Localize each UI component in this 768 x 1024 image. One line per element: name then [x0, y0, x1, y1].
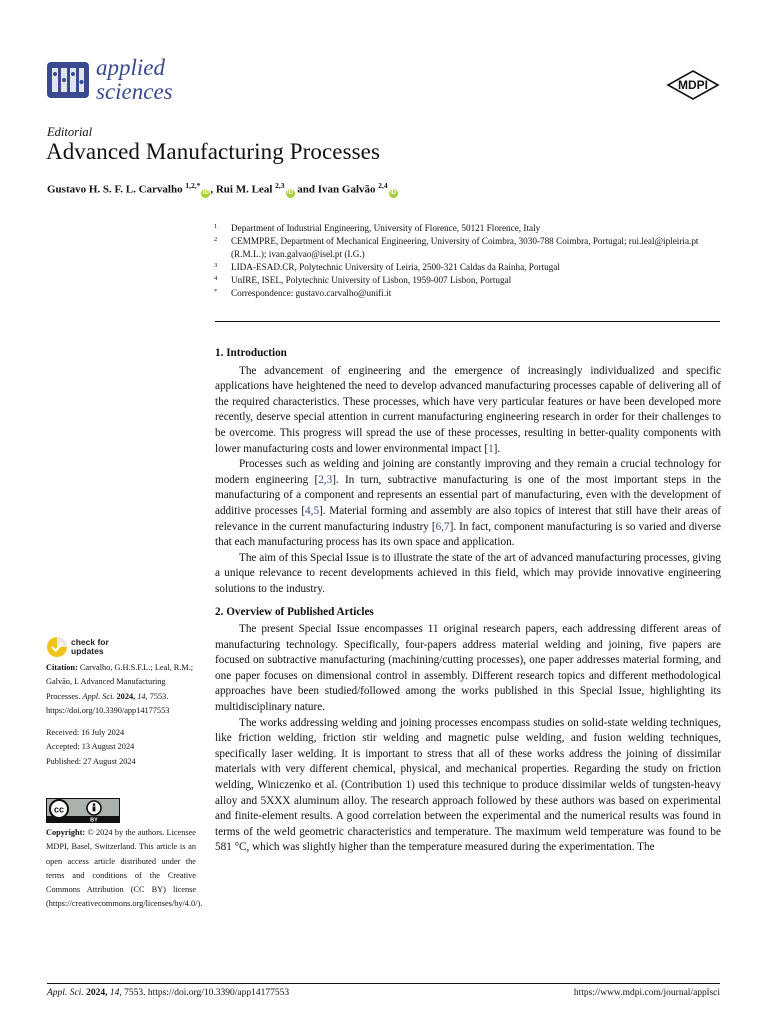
published-date: Published: 27 August 2024 — [46, 756, 136, 766]
section-heading: 2. Overview of Published Articles — [215, 605, 374, 618]
author-name[interactable]: and Ivan Galvão — [297, 183, 376, 196]
journal-logo-icon — [47, 62, 89, 98]
mdpi-logo-icon — [666, 70, 720, 100]
paragraph: The works addressing welding and joining processes encompass studies on solid-state welding techniques, like friction welding, friction stir welding and magnetic pulse welding, and fusion welding techniques, specifically laser welding. It is important to stress that all of these works address the joining of dissimilar materials with very different chemical, physical, and mechanical properties. Regarding the study on friction welding, Winiczenko et al. (Contribution 1) used this technique to produce dissimilar welds of tungsten-heavy alloy and 5XXX aluminum alloy. The research approach followed by these authors was based on experimental and finite-element results. A good correlation between the experimental and the numerical results was found in terms of the weld geometric characteristics and temperature. The maximum weld temperature was found to be 581 °C, which was slightly higher than the temperature measured during the experimentation. The — [215, 716, 721, 854]
affiliation-item: 4 UnIRE, ISEL, Polytechnic University of Lisbon, 1959-007 Lisbon, Portugal — [214, 275, 512, 285]
footer-divider — [47, 983, 720, 984]
author-affiliation-marker: 2,3 — [275, 181, 285, 190]
orcid-icon[interactable]: iD — [287, 189, 293, 196]
affiliation-item: 2 CEMMPRE, Department of Mechanical Engineering, University of Coimbra, 3030-788 Coimbra, Portugal; rui.leal@ipleiria.pt (R.M.L.); ivan.galvao@isel.pt (I.G.) — [214, 236, 699, 259]
affiliation-item: 3 LIDA-ESAD.CR, Polytechnic University of Leiria, 2500-321 Caldas da Rainha, Portugal — [214, 262, 560, 272]
reference-link[interactable]: 4,5 — [305, 504, 320, 517]
cc-by-license-icon[interactable] — [46, 798, 120, 823]
orcid-icon[interactable]: iD — [202, 189, 209, 196]
reference-link[interactable]: 1 — [488, 442, 494, 455]
svg-text:BY: BY — [90, 817, 98, 823]
article-body — [215, 346, 721, 856]
received-date: Received: 16 July 2024 — [46, 728, 125, 738]
journal-name: applied sciences — [96, 55, 173, 104]
correspondence: * Correspondence: gustavo.carvalho@unifi.it — [214, 288, 392, 298]
accepted-date: Accepted: 13 August 2024 — [46, 742, 135, 752]
author-name[interactable]: Rui M. Leal — [215, 183, 273, 196]
paragraph: The aim of this Special Issue is to illustrate the state of the art of advanced manufacturing processes, giving a unique relevance to recent developments achieved in this field, which may provide innovative engineering solutions to the industry. — [215, 551, 721, 595]
affiliations — [214, 222, 720, 300]
section-heading: 1. Introduction — [215, 347, 287, 359]
orcid-icon[interactable]: iD — [390, 189, 397, 196]
paragraph: Processes such as welding and joining are constantly improving and they remain a crucial technology for modern engineering [2,3]. In turn, subtractive manufacturing is one of the most important steps in the manufacturing of a component and represents an essential part of manufacturing, even with the development of additive processes [4,5]. Material forming and assembly are also topics of interest that still have their areas of relevance in the current manufacturing industry [6,7]. In fact, component manufacturing is so varied and diverse that each manufacturing process has its own space and application. — [215, 458, 721, 549]
citation-block: Citation: Carvalho, G.H.S.F.L.; Leal, R.M.; Galvão, I. Advanced Manufacturing Processes. Appl. Sci. 2024, 14, 7553. https://doi.org/10.3390/app14177553 Received: 16 July 2024 Accepted: 13 August 2024 Published: 27 August 2024 — [46, 661, 196, 769]
affiliation-item: 1 Department of Industrial Engineering, University of Florence, 50121 Florence, Italy — [214, 223, 541, 233]
paragraph: The present Special Issue encompasses 11 original research papers, each addressing different areas of manufacturing technology. Specifically, four-papers address material welding and joining, five papers are focused on subtractive manufacturing (machining/cutting processes), one paper addresses material forming, and one paper focuses on dimensional control in assembly. Different research topics and different methodological approaches have been studied/followed among the works published in this Special Issue, highlighting its multidisciplinary nature. — [215, 623, 721, 714]
svg-text:cc: cc — [53, 804, 65, 815]
svg-text:MDPI: MDPI — [678, 78, 708, 92]
author-affiliation-marker: 1,2,* — [185, 181, 201, 190]
divider — [215, 321, 720, 322]
author-list: Gustavo H. S. F. L. Carvalho $^{1,2,*}$iD , Rui M. Leal $^{2,3}$iD and Ivan Galvão $^{2,4}$iD — [47, 181, 397, 196]
article-type: Editorial — [47, 125, 93, 139]
reference-link[interactable]: 2,3 — [318, 473, 333, 486]
copyright-notice: Copyright: © 2024 by the authors. Licensee MDPI, Basel, Switzerland. This article is an open access article distributed under the terms and conditions of the Creative Commons Attribution (CC BY) license (https://creativecommons.org/licenses/by/4.0/). — [46, 828, 203, 909]
doi-link[interactable]: 7553. https://doi.org/10.3390/app14177553 — [46, 691, 170, 715]
check-updates-icon — [46, 636, 68, 658]
doi-link[interactable]: 7553. https://doi.org/10.3390/app14177553 — [124, 988, 290, 998]
check-for-updates-button[interactable]: check for updates — [46, 636, 116, 658]
reference-link[interactable]: 6,7 — [435, 520, 450, 533]
author-name[interactable]: Gustavo H. S. F. L. Carvalho — [47, 183, 183, 196]
article-title: Advanced Manufacturing Processes — [46, 139, 381, 164]
paragraph: The advancement of engineering and the emergence of increasingly individualized and specific applications have heightened the need to develop advanced manufacturing processes capable of delivering all of the required characteristics. These processes, which have very particular features or have been developed more recently, deserve special attention in current manufacturing engineering research in order for their challenges to be overcome. This progress will spread the use of these processes, resulting in better-quality components with lower manufacturing costs and lower environmental impact [1]. — [215, 364, 721, 455]
publication-dates — [46, 726, 196, 769]
journal-url-link[interactable]: https://www.mdpi.com/journal/applsci — [573, 988, 720, 998]
author-affiliation-marker: 2,4 — [378, 181, 388, 190]
footer-citation: Appl. Sci. 2024, 14, 7553. https://doi.org/10.3390/app14177553 — [47, 988, 290, 998]
